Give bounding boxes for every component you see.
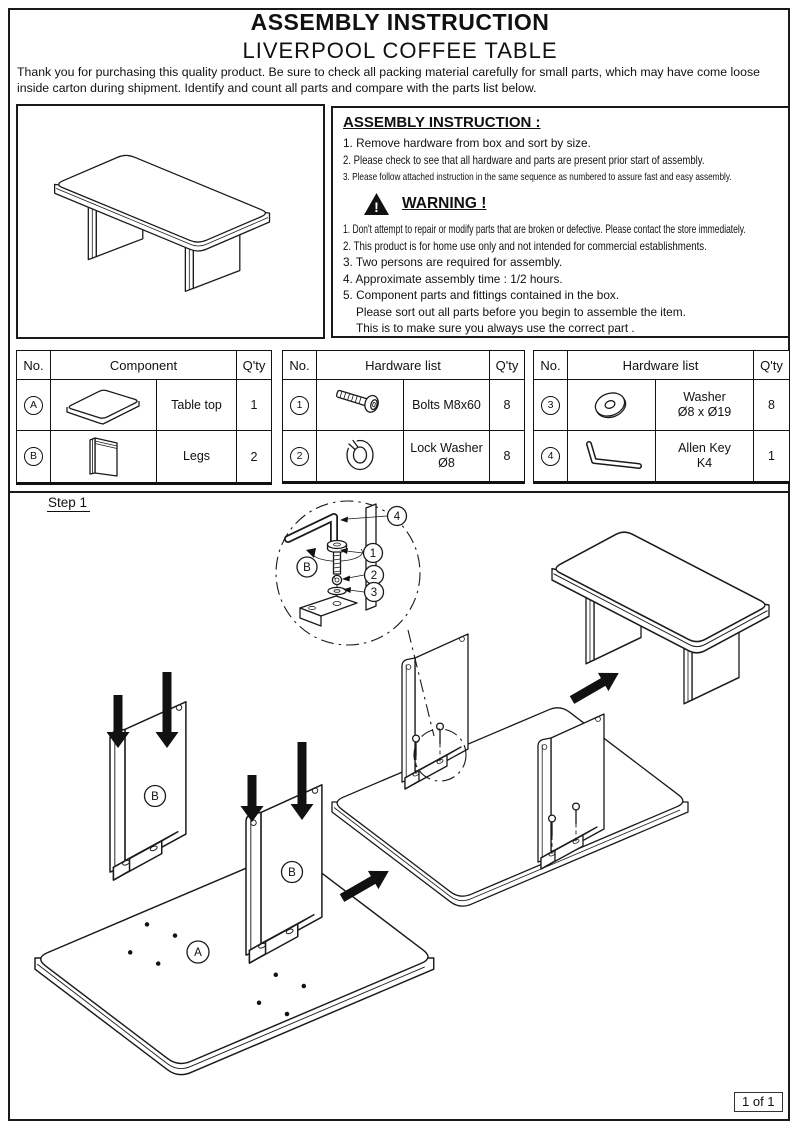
hardware-badge: 3	[541, 396, 560, 415]
table-row	[17, 380, 272, 431]
col-header-component: Component	[51, 351, 237, 380]
warning-item: 5. Component parts and fittings contained in the box.	[343, 288, 620, 302]
col-header-no: No.	[283, 351, 317, 380]
ne-arrow-icon	[567, 664, 624, 709]
down-arrow-icon	[291, 742, 314, 820]
hardware-qty: 8	[490, 431, 525, 483]
warning-item: This is to make sure you always use the correct part .	[356, 321, 635, 335]
part-qty: 1	[237, 380, 272, 431]
intro-text: Thank you for purchasing this quality product. Be sure to check all packing material carefully for small parts, which may have come loose inside carton during shipment. Identify and count all parts and compare with the parts list below.	[17, 65, 760, 95]
instruction-item: 2. Please check to see that all hardware and parts are present prior start of assembly.	[343, 153, 705, 167]
col-header-hardware: Hardware list	[317, 351, 490, 380]
ne-arrow-icon	[337, 862, 394, 907]
hardware-badge: 2	[290, 447, 309, 466]
svg-text:3: 3	[370, 587, 378, 599]
part-name: Table top	[157, 380, 237, 431]
callout-lock-washer	[342, 566, 384, 585]
assembly-instructions-panel	[331, 106, 790, 338]
warning-item: 1. Don't attempt to repair or modify parts that are broken or defective. Please contact the store immediately.	[343, 222, 746, 236]
part-badge: B	[24, 447, 43, 466]
svg-text:A: A	[194, 947, 202, 959]
warning-triangle-icon	[363, 192, 390, 216]
instruction-item: 3. Please follow attached instruction in the same sequence as numbered to assure fast and easy assembly.	[343, 171, 732, 183]
warning-header	[363, 191, 778, 217]
instructions-heading: ASSEMBLY INSTRUCTION :	[343, 114, 541, 131]
page-indicator: 1 of 1	[734, 1092, 783, 1112]
product-name: LIVERPOOL COFFEE TABLE	[242, 38, 558, 63]
allen-key-icon	[575, 436, 647, 474]
svg-text:2: 2	[370, 570, 378, 582]
callout-washer	[343, 583, 384, 602]
hardware-name: Allen Key K4	[655, 431, 753, 483]
col-header-no: No.	[17, 351, 51, 380]
warning-item: 2. This product is for home use only and not intended for commercial establishments.	[343, 238, 707, 253]
warning-heading: WARNING !	[402, 195, 487, 212]
table-row	[283, 431, 525, 483]
part-a-label	[187, 941, 209, 963]
leg-panel-icon	[79, 431, 129, 479]
section-divider	[8, 491, 790, 493]
part-name: Legs	[157, 431, 237, 484]
warning-item: 4. Approximate assembly time : 1/2 hours.	[343, 271, 563, 286]
hardware-badge: 1	[290, 396, 309, 415]
col-header-qty: Q'ty	[237, 351, 272, 380]
table-row	[17, 431, 272, 484]
hardware-badge: 4	[541, 447, 560, 466]
hardware-table-2	[533, 350, 790, 484]
table-top-icon	[57, 381, 151, 427]
hardware-name: Bolts M8x60	[403, 380, 489, 431]
warning-item: 3. Two persons are required for assembly.	[343, 255, 563, 269]
part-b-label	[282, 862, 303, 883]
col-header-qty: Q'ty	[754, 351, 790, 380]
hardware-table-1	[282, 350, 525, 484]
bolt-drawing	[328, 541, 347, 575]
part-b-label	[297, 557, 317, 577]
svg-text:4: 4	[393, 511, 401, 523]
component-table	[16, 350, 272, 485]
bolt-icon	[327, 382, 393, 426]
table-row	[534, 431, 790, 483]
washer-icon	[585, 383, 637, 425]
hardware-qty: 8	[490, 380, 525, 431]
svg-text:B: B	[303, 562, 311, 574]
completed-table-illustration	[18, 106, 323, 337]
product-illustration-box	[16, 104, 325, 339]
lock-washer-icon	[337, 432, 383, 478]
col-header-qty: Q'ty	[490, 351, 525, 380]
svg-text:!: !	[374, 199, 379, 215]
col-header-hardware: Hardware list	[568, 351, 754, 380]
part-b-label	[145, 786, 166, 807]
washer-drawing	[328, 587, 346, 594]
completed-table-drawing-instance	[552, 532, 769, 704]
svg-text:B: B	[151, 791, 159, 803]
hardware-qty: 1	[754, 431, 790, 483]
svg-text:B: B	[288, 867, 296, 879]
svg-text:1: 1	[369, 548, 377, 560]
table-row	[283, 380, 525, 431]
middle-stage-drawing	[332, 634, 688, 906]
warning-item: Please sort out all parts before you begin to assemble the item.	[356, 304, 686, 319]
instruction-item: 1. Remove hardware from box and sort by size.	[343, 136, 591, 150]
part-badge: A	[24, 396, 43, 415]
table-row	[534, 380, 790, 431]
step-label: Step 1	[47, 495, 90, 512]
part-qty: 2	[237, 431, 272, 484]
lock-washer-drawing	[332, 575, 341, 584]
step-1-illustration	[10, 500, 790, 1088]
hardware-qty: 8	[754, 380, 790, 431]
page-title: ASSEMBLY INSTRUCTION	[250, 9, 550, 35]
hardware-name: Lock Washer Ø8	[403, 431, 489, 483]
col-header-no: No.	[534, 351, 568, 380]
hardware-name: Washer Ø8 x Ø19	[655, 380, 753, 431]
